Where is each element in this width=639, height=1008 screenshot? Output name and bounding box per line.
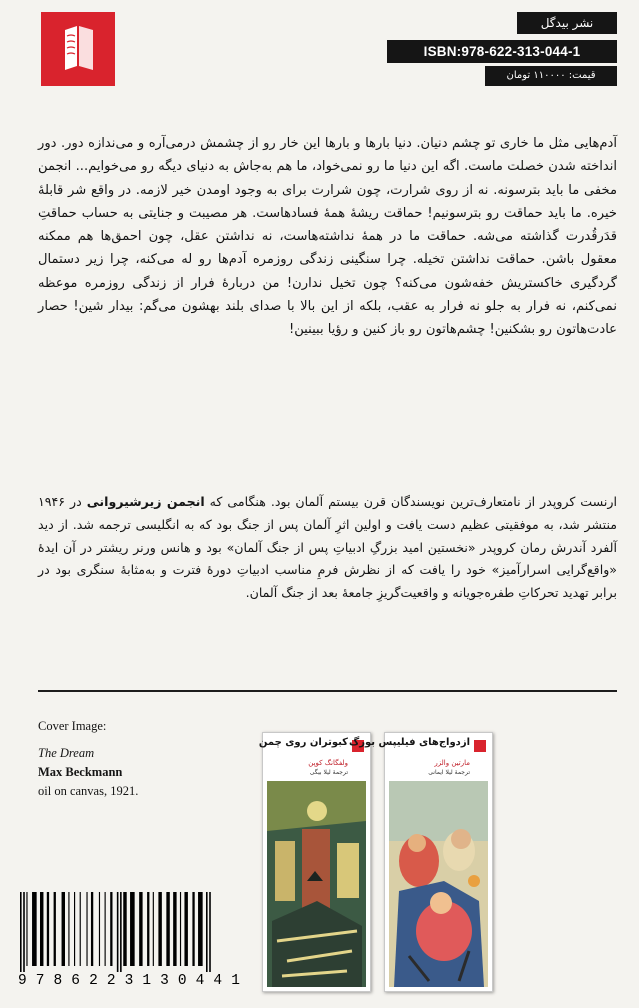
barcode-bar — [153, 892, 154, 966]
cover-painting-city-icon — [267, 781, 366, 987]
barcode-digit: 4 — [195, 973, 205, 989]
barcode-bar — [173, 892, 176, 966]
related-book-translator: ترجمهٔ لیلا ایمانی — [428, 769, 470, 776]
barcode-bar — [74, 892, 75, 966]
isbn-barcode — [18, 892, 240, 972]
barcode-bar — [117, 892, 119, 972]
cover-credit-medium: oil on canvas, 1921. — [38, 784, 139, 798]
barcode-bar — [206, 892, 208, 972]
barcode-bar — [158, 892, 161, 966]
barcode-bar — [23, 892, 25, 972]
cover-painting-figures-icon — [389, 781, 488, 987]
barcode-digits — [18, 973, 240, 989]
barcode-bar — [40, 892, 43, 966]
related-book-translator: ترجمهٔ لیلا بیگی — [309, 769, 348, 776]
barcode-bar — [99, 892, 100, 966]
barcode-digit: 3 — [124, 973, 134, 989]
barcode-bar — [54, 892, 56, 966]
barcode-bar — [68, 892, 69, 966]
publisher-name: نشر بیدگل — [517, 12, 617, 34]
barcode-digit: 9 — [18, 973, 27, 989]
barcode-bar — [130, 892, 135, 966]
section-divider — [38, 690, 617, 692]
publisher-logo — [41, 12, 115, 86]
related-book-2 — [348, 732, 493, 992]
author-bio-before: ارنست کروپدر از نامتعارف‌ترین نویسندگان قرن بیستم آلمان بود. هنگامی که — [204, 494, 617, 509]
cover-credit — [38, 717, 238, 801]
author-bio-book-title: انجمن زیرشیروانی — [86, 494, 205, 509]
related-book-author: مارتین والزر — [434, 759, 470, 767]
cover-credit-title: The Dream — [38, 746, 95, 760]
barcode-bar — [91, 892, 93, 966]
barcode-bar — [32, 892, 37, 966]
barcode-bar — [62, 892, 65, 966]
barcode-bar — [80, 892, 81, 966]
related-book-1 — [258, 732, 371, 992]
related-book-title: ازدواج‌های فیلیپس بورگ — [348, 737, 470, 748]
barcode-bar — [86, 892, 87, 966]
barcode-digit: 8 — [53, 973, 63, 989]
barcode-bar — [147, 892, 149, 966]
barcode-bar — [166, 892, 169, 966]
barcode-bar — [26, 892, 27, 966]
related-book-author: ولفگانگ کوپن — [308, 759, 348, 767]
barcode-digit: 6 — [71, 973, 80, 989]
barcode-bar — [123, 892, 126, 966]
book-logo-icon — [474, 740, 486, 752]
barcode-bar — [139, 892, 142, 966]
publisher-book-logo-icon — [41, 12, 115, 86]
barcode-digit: 7 — [35, 973, 45, 989]
barcode-digit: 1 — [231, 973, 240, 989]
back-cover-blurb: آدم‌هایی مثل ما خاری تو چشم دنیان. دنیا بارها و بارها این خار رو از چشمش درمی‌آره و می‌ندازه دور. دور انداخته شدن خصلت ماست. اگه این دنیا ما رو نمی‌خواد، ما هم به‌جاش به دنیای دیگه رو می‌خوایم... انجمن مخفی ما باید بترسونه. نه از روی شرارت، چون شرارت برای به وجود اومدن خیر لازمه. در واقع شر قابلهٔ خیره. ما باید حماقت رو بترسونیم! حماقت ریشهٔ همهٔ فسادهاست. هر مصیبت و جنایتی به حساب حماقتِ قدَرقُدرت گذاشته می‌شه. حماقت ما در همهٔ نداشته‌هاست، نه نداشتن عقل، چون احمق‌ها هم ممکنه معقول باشن. حماقت نداشتن تخیله. چرا سنگینی زندگی روزمره آدم‌ها رو له می‌کنه، چرا زیر دستمال گردگیری خاکستریش خفه‌شون می‌کنه؟ چون تخیل ندارن! من دربارهٔ فرار از زندگی روزمره موعظه نمی‌کنم، نه فرار به جلو نه فرار به عقب، بلکه از این بالا با صدای بلند بهشون می‌گم: بیدار شین! حصار عادت‌هاتون رو بشکنین! چشم‌هاتون رو باز کنین و رؤیا ببینین! — [38, 136, 617, 338]
barcode-digit: 4 — [213, 973, 223, 989]
barcode-bar — [120, 892, 122, 972]
barcode-bar — [105, 892, 106, 966]
barcode-digit: 2 — [106, 973, 116, 989]
barcode-bar — [192, 892, 194, 966]
barcode-bar — [209, 892, 211, 972]
related-book-title: کبوتران روی چمن — [258, 737, 348, 748]
barcode-digit: 1 — [142, 973, 152, 989]
barcode-digit: 0 — [177, 973, 187, 989]
isbn-label: ISBN:978-622-313-044-1 — [387, 40, 617, 63]
barcode-bar — [184, 892, 187, 966]
author-bio — [38, 491, 617, 605]
barcode-bar — [180, 892, 181, 966]
barcode-digit: 2 — [89, 973, 98, 989]
barcode-bar — [47, 892, 49, 966]
cover-credit-artist: Max Beckmann — [38, 765, 123, 779]
price-label: قیمت: ۱۱۰۰۰۰ تومان — [485, 66, 617, 86]
author-bio-after: در ۱۹۴۶ منتشر شد، به موفقیتی عظیم دست یافت و اولین اثرِ آلمان پس از جنگ بود که به انگلیسی ترجمه شد. از دید آلفرد آندرش رمان کروپدر «نخستین امید بزرگِ ادبیاتِ پس از جنگ آلمان» بود و هانس ورنر ریشتر در آن ایدهٔ «واقع‌گرایی اسرارآمیز» خود را یافت که از نظرش فرمِ مناسب ادبیاتِ دورهٔ فترت و به‌مثابهٔ سنگری بود در برابر تهدید تحرکاتِ طفره‌جویانه و واقعیت‌گریزِ جامعهٔ بعد از جنگ آلمان. — [38, 494, 617, 601]
barcode-bar — [20, 892, 22, 972]
barcode-digit: 3 — [160, 973, 169, 989]
cover-credit-label: Cover Image: — [38, 719, 107, 733]
barcode-bar — [198, 892, 203, 966]
barcode-bar — [110, 892, 112, 966]
